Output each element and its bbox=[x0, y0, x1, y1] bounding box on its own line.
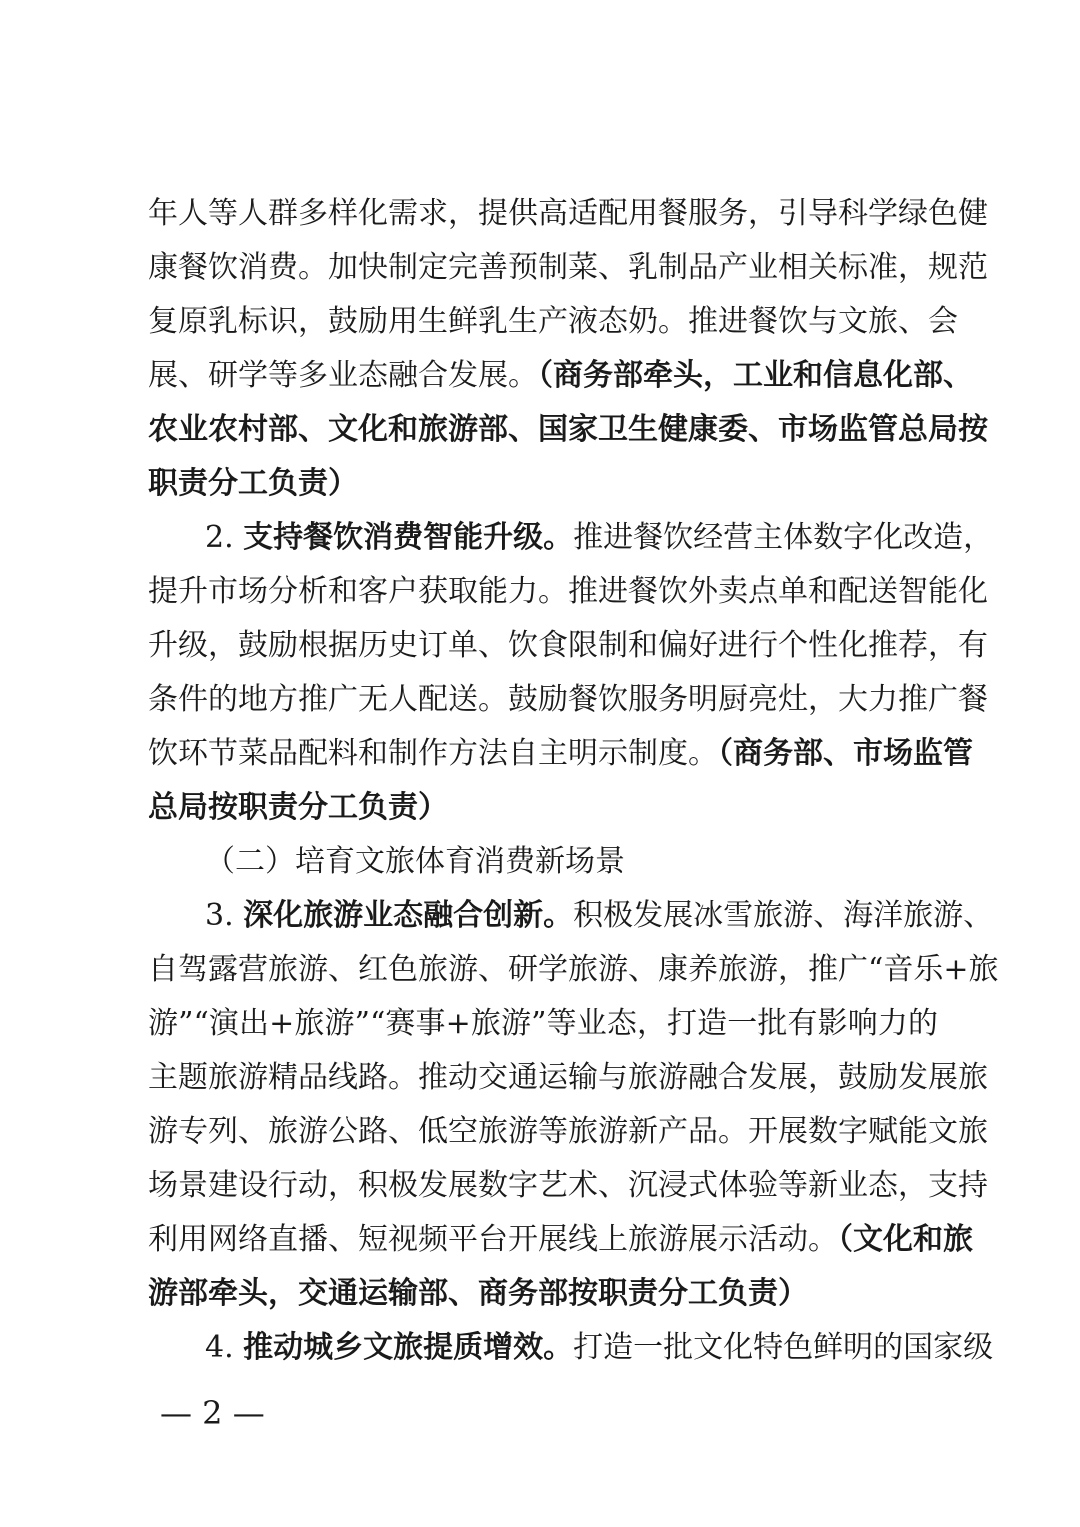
paragraph-text: 饮环节菜品配料和制作方法自主明示制度。 bbox=[148, 736, 718, 771]
responsibility-note: 游部牵头，交通运输部、商务部按职责分工负责） bbox=[148, 1276, 808, 1311]
paragraph-text: 积极发展冰雪旅游、海洋旅游、 bbox=[573, 898, 994, 933]
item-2-first-line bbox=[205, 511, 994, 565]
responsibility-note: 总局按职责分工负责） bbox=[148, 790, 448, 825]
section-heading: （二）培育文旅体育消费新场景 bbox=[205, 844, 625, 879]
responsibility-note: 职责分工负责） bbox=[148, 466, 358, 501]
responsibility-note: （文化和旅 bbox=[838, 1222, 973, 1257]
paragraph-line: 复原乳标识，鼓励用生鲜乳生产液态奶。推进餐饮与文旅、会 bbox=[148, 304, 958, 339]
paragraph-line: 提升市场分析和客户获取能力。推进餐饮外卖点单和配送智能化 bbox=[148, 574, 988, 609]
responsibility-note: 农业农村部、文化和旅游部、国家卫生健康委、市场监管总局按 bbox=[148, 412, 988, 447]
item-number: 4. bbox=[205, 1330, 234, 1365]
paragraph-line bbox=[148, 727, 973, 781]
paragraph-line: 游”“演出+旅游”“赛事+旅游”等业态，打造一批有影响力的 bbox=[148, 1006, 938, 1041]
item-number: 2. bbox=[205, 520, 234, 555]
item-title: 推动城乡文旅提质增效。 bbox=[243, 1330, 574, 1365]
item-title: 支持餐饮消费智能升级。 bbox=[243, 520, 574, 555]
paragraph-line: 升级，鼓励根据历史订单、饮食限制和偏好进行个性化推荐，有 bbox=[148, 628, 988, 663]
paragraph-line bbox=[148, 349, 973, 403]
paragraph-text: 利用网络直播、短视频平台开展线上旅游展示活动。 bbox=[148, 1222, 838, 1257]
item-3-first-line bbox=[205, 889, 994, 943]
responsibility-note: （商务部牵头，工业和信息化部、 bbox=[538, 358, 973, 393]
paragraph-text: 推进餐饮经营主体数字化改造， bbox=[573, 520, 994, 555]
paragraph-line: 自驾露营旅游、红色旅游、研学旅游、康养旅游，推广“音乐+旅 bbox=[148, 952, 999, 987]
paragraph-line: 场景建设行动，积极发展数字艺术、沉浸式体验等新业态，支持 bbox=[148, 1168, 988, 1203]
item-4-first-line bbox=[205, 1321, 994, 1375]
item-number: 3. bbox=[205, 898, 234, 933]
paragraph-line: 主题旅游精品线路。推动交通运输与旅游融合发展，鼓励发展旅 bbox=[148, 1060, 988, 1095]
page-number: — 2 — bbox=[160, 1394, 265, 1432]
paragraph-line bbox=[148, 1213, 973, 1267]
responsibility-note: （商务部、市场监管 bbox=[718, 736, 973, 771]
item-title: 深化旅游业态融合创新。 bbox=[243, 898, 574, 933]
paragraph-line: 游专列、旅游公路、低空旅游等旅游新产品。开展数字赋能文旅 bbox=[148, 1114, 988, 1149]
paragraph-line: 年人等人群多样化需求，提供高适配用餐服务，引导科学绿色健 bbox=[148, 196, 988, 231]
paragraph-line: 条件的地方推广无人配送。鼓励餐饮服务明厨亮灶，大力推广餐 bbox=[148, 682, 988, 717]
paragraph-text: 展、研学等多业态融合发展。 bbox=[148, 358, 538, 393]
paragraph-line: 康餐饮消费。加快制定完善预制菜、乳制品产业相关标准，规范 bbox=[148, 250, 988, 285]
paragraph-text: 打造一批文化特色鲜明的国家级 bbox=[573, 1330, 994, 1365]
